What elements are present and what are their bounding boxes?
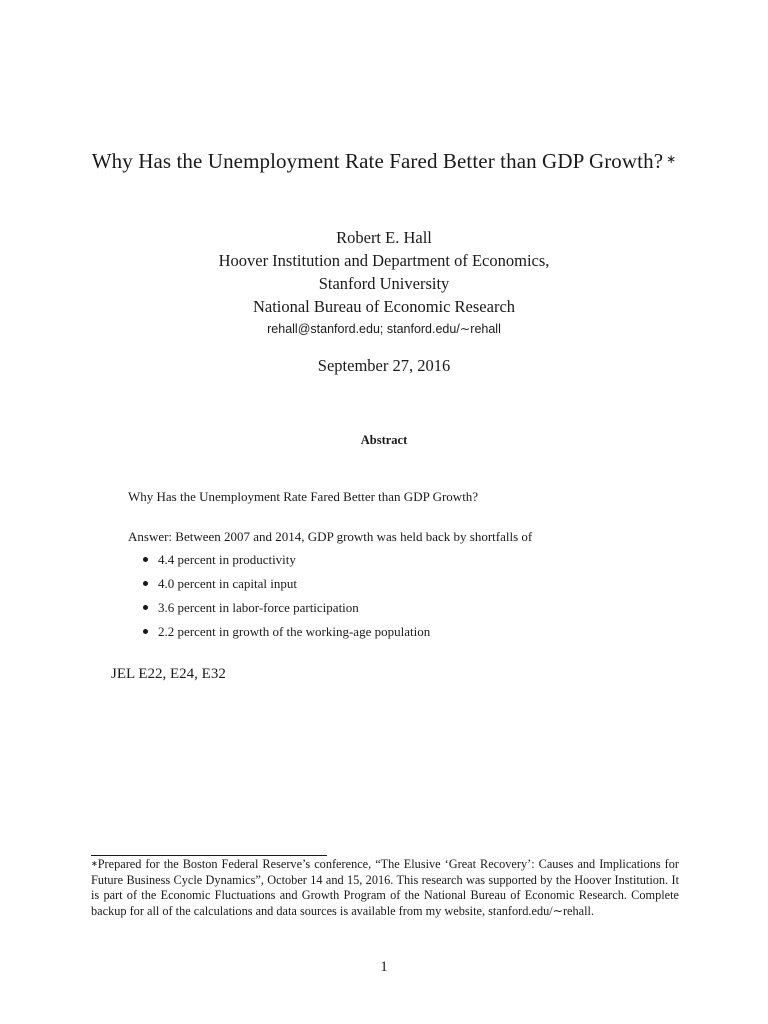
footnote-divider [91, 855, 327, 856]
shortfall-text: 2.2 percent in growth of the working-age population [158, 624, 431, 639]
list-item [128, 551, 430, 575]
author-contact: rehall@stanford.edu; stanford.edu/∼rehall [267, 322, 501, 336]
abstract-answer-intro: Answer: Between 2007 and 2014, GDP growth was held back by shortfalls of [128, 529, 533, 544]
footnote [91, 857, 679, 919]
paper-title [84, 146, 684, 176]
list-item [128, 599, 430, 623]
shortfall-text: 3.6 percent in labor-force participation [158, 600, 359, 615]
page-number: 1 [380, 959, 388, 975]
bullet-icon [143, 557, 148, 562]
footnote-marker: ∗ [91, 859, 98, 868]
shortfall-text: 4.0 percent in capital input [158, 576, 297, 591]
affiliation-2: Stanford University [318, 274, 450, 293]
abstract-question: Why Has the Unemployment Rate Fared Better than GDP Growth? [128, 489, 479, 504]
paper-date: September 27, 2016 [317, 356, 451, 375]
list-item [128, 623, 430, 647]
footnote-text: Prepared for the Boston Federal Reserve’s conference, “The Elusive ‘Great Recovery’: Causes and Implications for Future Business Cycle Dynamics”, October 14 and 15, 2016. This research was supported by the Hoover Institution. It is part of the Economic Fluctuations and Growth Program of the National Bureau of Economic Research. Complete backup for all of the calculations and data sources is available from my website, stanford.edu/∼rehall. [91, 857, 679, 918]
shortfall-text: 4.4 percent in productivity [158, 552, 296, 567]
shortfalls-list [128, 551, 430, 647]
bullet-icon [143, 581, 148, 586]
abstract-heading: Abstract [360, 433, 408, 447]
bullet-icon [143, 629, 148, 634]
affiliation-1: Hoover Institution and Department of Economics, [218, 251, 550, 270]
paper-title-text: Why Has the Unemployment Rate Fared Better than GDP Growth? [91, 149, 664, 173]
jel-codes: JEL E22, E24, E32 [111, 666, 226, 682]
list-item [128, 575, 430, 599]
author-block [84, 226, 684, 339]
title-footnote-marker: ∗ [666, 152, 677, 166]
affiliation-3: National Bureau of Economic Research [252, 297, 516, 316]
author-name: Robert E. Hall [336, 228, 432, 247]
bullet-icon [143, 605, 148, 610]
